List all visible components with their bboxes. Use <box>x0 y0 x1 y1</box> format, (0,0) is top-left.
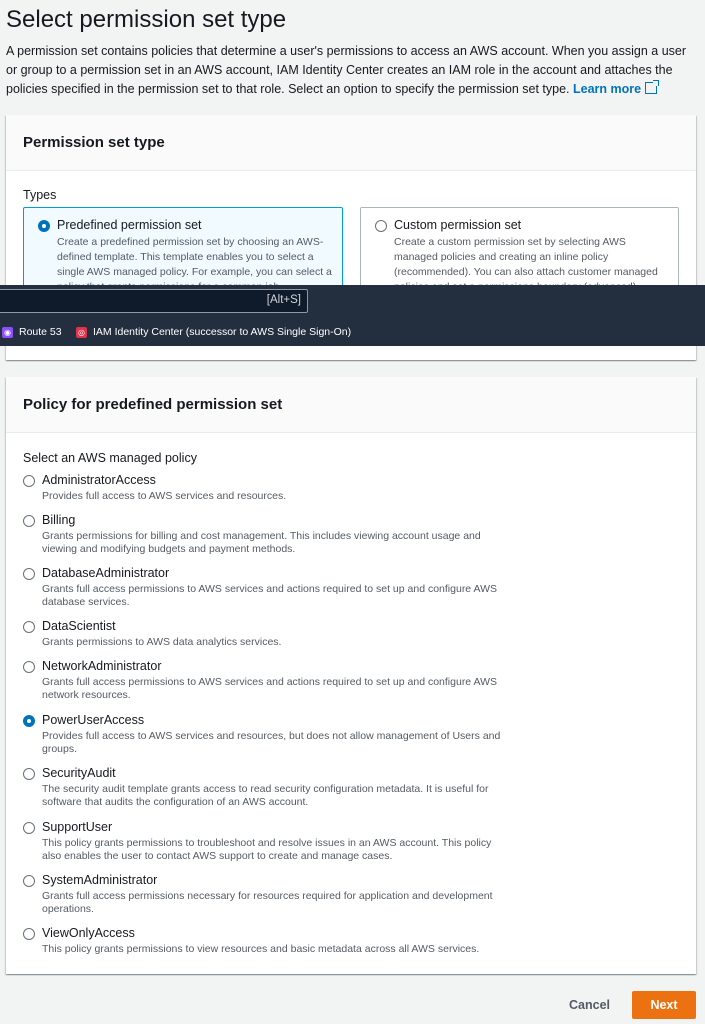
option-title: PowerUserAccess <box>42 713 145 727</box>
tile-title: Predefined permission set <box>57 218 202 232</box>
radio-button[interactable] <box>23 568 35 580</box>
option-title: DatabaseAdministrator <box>42 566 170 580</box>
predefined-permission-set-tile[interactable] <box>23 207 343 293</box>
radio-button[interactable] <box>23 621 35 633</box>
panel-title: Permission set type <box>23 134 165 151</box>
option-title: SystemAdministrator <box>42 873 158 887</box>
page-title: Select permission set type <box>6 6 287 33</box>
favorite-label: Route 53 <box>19 326 62 338</box>
types-label: Types <box>23 188 57 202</box>
favorite-iam-identity-center[interactable] <box>76 326 351 338</box>
radio-button[interactable] <box>23 515 35 527</box>
option-description: The security audit template grants access to read security configuration metadata. It is useful for software that audits the configuration of an AWS account. <box>42 783 489 808</box>
option-description: Grants full access permissions to AWS services and actions required to set up and configure AWS network resources. <box>42 676 498 701</box>
radio-button[interactable] <box>23 928 35 940</box>
option-description: Grants full access permissions to AWS services and actions required to set up and configure AWS database services. <box>42 583 498 608</box>
option-title: DataScientist <box>42 619 116 633</box>
next-button[interactable]: Next <box>632 991 696 1019</box>
aws-console-nav-overlay <box>0 285 705 346</box>
radio-button[interactable] <box>23 661 35 673</box>
tile-description: Create a custom permission set by selecting AWS managed policies and creating an inline policy (recommended). You can also attach customer managed <box>394 236 658 278</box>
option-title: SupportUser <box>42 820 113 834</box>
radio-button[interactable] <box>23 475 35 487</box>
page-intro <box>6 42 696 99</box>
option-title: Billing <box>42 513 76 527</box>
custom-permission-set-tile[interactable] <box>360 207 679 293</box>
radio-button[interactable] <box>23 768 35 780</box>
external-link-icon <box>645 82 657 94</box>
favorite-route53[interactable] <box>2 326 62 338</box>
intro-text: A permission set contains policies that determine a user's permissions to access an AWS account. When you assign a user or group to a permission set in an AWS account, IAM Identity Center creates an IAM role in the account and attaches the policies specified in the permission set to that role. Select an option to specify the permission set type. <box>6 44 687 96</box>
radio-button[interactable] <box>23 875 35 887</box>
learn-more-link[interactable] <box>573 82 657 96</box>
option-description: Provides full access to AWS services and resources, but does not allow management of Users and groups. <box>42 730 501 755</box>
select-policy-label: Select an AWS managed policy <box>23 451 197 465</box>
option-title: AdministratorAccess <box>42 473 156 487</box>
iam-identity-center-icon: ◎ <box>76 327 87 338</box>
tile-title: Custom permission set <box>394 218 522 232</box>
tile-description: Create a predefined permission set by choosing an AWS-defined template. This template enables you to select a single AWS managed policy. For example, you can select a <box>57 236 332 278</box>
panel-header <box>6 377 696 433</box>
option-description: This policy grants permissions to view resources and basic metadata across all AWS services. <box>42 943 480 955</box>
panel-title: Policy for predefined permission set <box>23 396 283 413</box>
radio-button[interactable] <box>23 715 35 727</box>
predefined-radio[interactable] <box>38 220 50 232</box>
custom-radio[interactable] <box>375 220 387 232</box>
option-description: Grants permissions for billing and cost management. This includes viewing account usage and viewing and modifying budgets and payment methods. <box>42 530 481 555</box>
option-description: Provides full access to AWS services and resources. <box>42 490 287 502</box>
option-title: SecurityAudit <box>42 766 116 780</box>
option-description: Grants permissions to AWS data analytics services. <box>42 636 282 648</box>
cancel-button[interactable]: Cancel <box>569 998 610 1012</box>
favorite-label: IAM Identity Center (successor to AWS Single Sign-On) <box>93 326 352 338</box>
radio-button[interactable] <box>23 822 35 834</box>
option-description: Grants full access permissions necessary for resources required for application and development operations. <box>42 890 493 915</box>
search-shortcut-hint: [Alt+S] <box>266 294 301 306</box>
policy-panel <box>6 377 696 974</box>
option-description: This policy grants permissions to troubleshoot and resolve issues in an AWS account. This policy also enables the user to contact AWS support to create and manage cases. <box>42 837 492 862</box>
console-search-input[interactable] <box>0 289 308 313</box>
option-title: NetworkAdministrator <box>42 659 162 673</box>
option-title: ViewOnlyAccess <box>42 926 135 940</box>
panel-header <box>6 115 696 171</box>
route53-icon: ◉ <box>2 327 13 338</box>
learn-more-label: Learn more <box>572 82 642 96</box>
